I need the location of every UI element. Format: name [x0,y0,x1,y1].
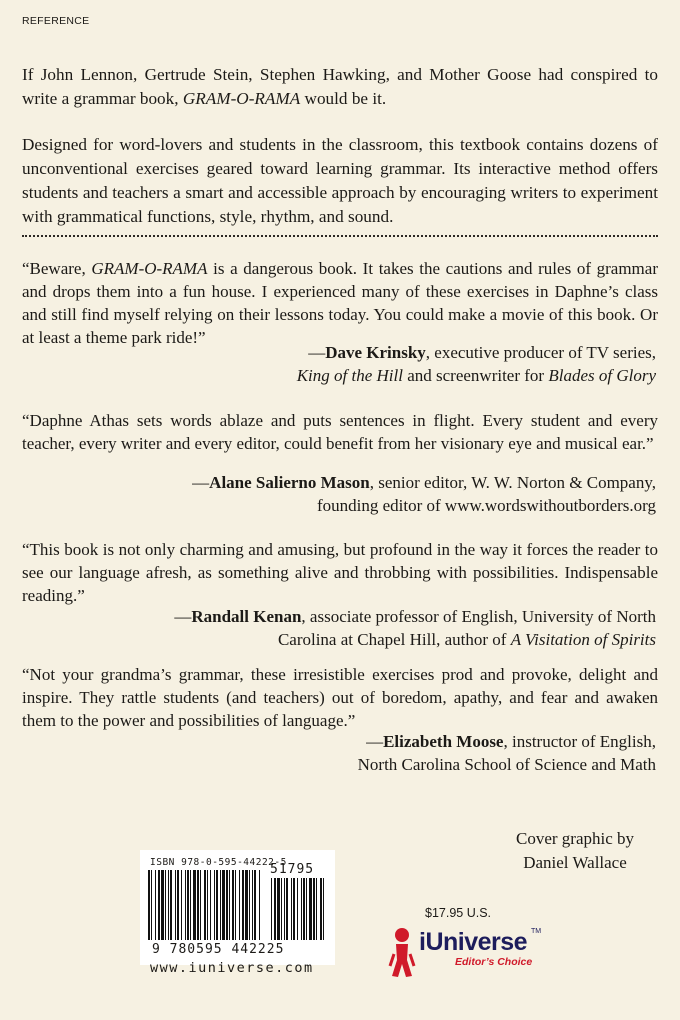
blurb-3-quote: “This book is not only charming and amusing, but profound in the way it forces the reader to see our language afresh, as something alive and throbbing with possibilities. Indispensable reading.” [22,540,658,605]
blurb-1-author: Dave Krinsky [325,343,426,362]
category-label: REFERENCE [22,15,90,27]
barcode-bar [193,870,196,940]
barcode-bar [151,870,152,940]
barcode-bar [197,870,199,940]
barcode-bar [214,870,215,940]
barcode-bar [158,870,160,940]
barcode-bar [293,878,295,940]
barcode-bar [271,878,272,940]
barcode-bar [301,878,302,940]
barcode-bar [303,878,305,940]
barcode-bar [229,870,230,940]
isbn-number: ISBN 978-0-595-44222-5 [150,857,287,868]
barcode-bar [222,870,225,940]
barcode-bar [161,870,164,940]
barcode-bar [254,870,256,940]
blurb-4-quote: “Not your grandma’s grammar, these irresistible exercises prod and provoke, delight and inspire. They rattle students (and teachers) out of boredom, apathy, and fear and awaken them to the power and possibilities of language.” [22,665,658,730]
barcode-bar [148,870,150,940]
barcode-bar [220,870,221,940]
barcode-bar [306,878,307,940]
barcode-bar [297,878,298,940]
barcode-price-code: 51795 [270,862,315,877]
barcode-bar [200,870,201,940]
barcode-bar [249,870,250,940]
intro-paragraph-2: Designed for word-lovers and students in the classroom, this textbook contains dozens of unconventional exercises geared toward learning grammar. Its interactive method offers students and teachers a smart and accessible approach by encouraging writers to experiment with grammatical functions, style, rhythm, and sound. [22,135,658,226]
intro-paragraph-1: If John Lennon, Gertrude Stein, Stephen Hawking, and Mother Goose had conspired to write a grammar book, GRAM-O-RAMA would be it. [22,65,658,108]
barcode-bar [190,870,191,940]
barcode-bar [320,878,322,940]
barcode-bar [232,870,234,940]
publisher-tagline: Editor’s Choice [455,956,533,968]
barcode-bar [313,878,315,940]
barcode-bar [210,870,211,940]
dotted-divider [22,235,658,237]
barcode-bar [177,870,179,940]
barcode-bar [281,878,282,940]
barcode-bar [170,870,172,940]
barcode-bar [309,878,312,940]
blurb-4-attribution: —Elizabeth Moose, instructor of English, North Carolina School of Science and Math [357,732,656,774]
barcode-bar [185,870,186,940]
barcode-bar [323,878,324,940]
blurb-1-attribution: —Dave Krinsky, executive producer of TV series, King of the Hill and screenwriter for Blades of Glory [296,343,656,385]
publisher-name: iUniverse [419,928,528,956]
barcode-bar [245,870,248,940]
barcode-bar [165,870,166,940]
barcode-bar [316,878,317,940]
barcode-bar [226,870,228,940]
barcode-bar [168,870,169,940]
cover-credit: Cover graphic by Daniel Wallace [515,829,635,872]
barcode-bar [204,870,206,940]
barcode-bar [216,870,218,940]
barcode-bar [235,870,236,940]
website-url: www.iuniverse.com [150,960,314,976]
blurb-2-attribution: —Alane Salierno Mason, senior editor, W. W. Norton & Company, founding editor of www.wordswithoutborders.org [192,473,656,515]
barcode-bar [284,878,285,940]
barcode-bar [274,878,276,940]
barcode-bar [259,870,260,940]
barcode-bar [242,870,244,940]
barcode-bar [286,878,288,940]
barcode-bar [252,870,253,940]
blurb-4-author: Elizabeth Moose [383,732,504,751]
barcode-bars [148,870,328,940]
blurb-2-author: Alane Salierno Mason [209,473,370,492]
publisher-trademark: TM [531,928,542,935]
barcode-bar [207,870,208,940]
barcode-bar [175,870,176,940]
barcode-bar [155,870,156,940]
blurb-2-quote: “Daphne Athas sets words ablaze and puts sentences in flight. Every student and every teacher, every writer and every editor, could benefit from her visionary eye and musical ear.” [22,411,658,453]
blurb-1-quote: “Beware, GRAM-O-RAMA is a dangerous book. It takes the cautions and rules of grammar and drops them into a fun house. I experienced many of these exercises in Daphne’s class and still find myself relying on their lessons today. You could make a movie of this book. Or at least a theme park ride!” [22,259,658,347]
blurb-3-author: Randall Kenan [191,607,302,626]
barcode-bar [277,878,280,940]
barcode-bar [239,870,240,940]
price: $17.95 U.S. [425,906,492,920]
barcode-bar [181,870,182,940]
barcode-bar [187,870,189,940]
blurb-3-attribution: —Randall Kenan, associate professor of English, University of North Carolina at Chapel Hill, author of A Visitation of Spirits [174,607,656,649]
barcode-bar [291,878,292,940]
barcode-number: 9 780595 442225 [152,942,285,957]
